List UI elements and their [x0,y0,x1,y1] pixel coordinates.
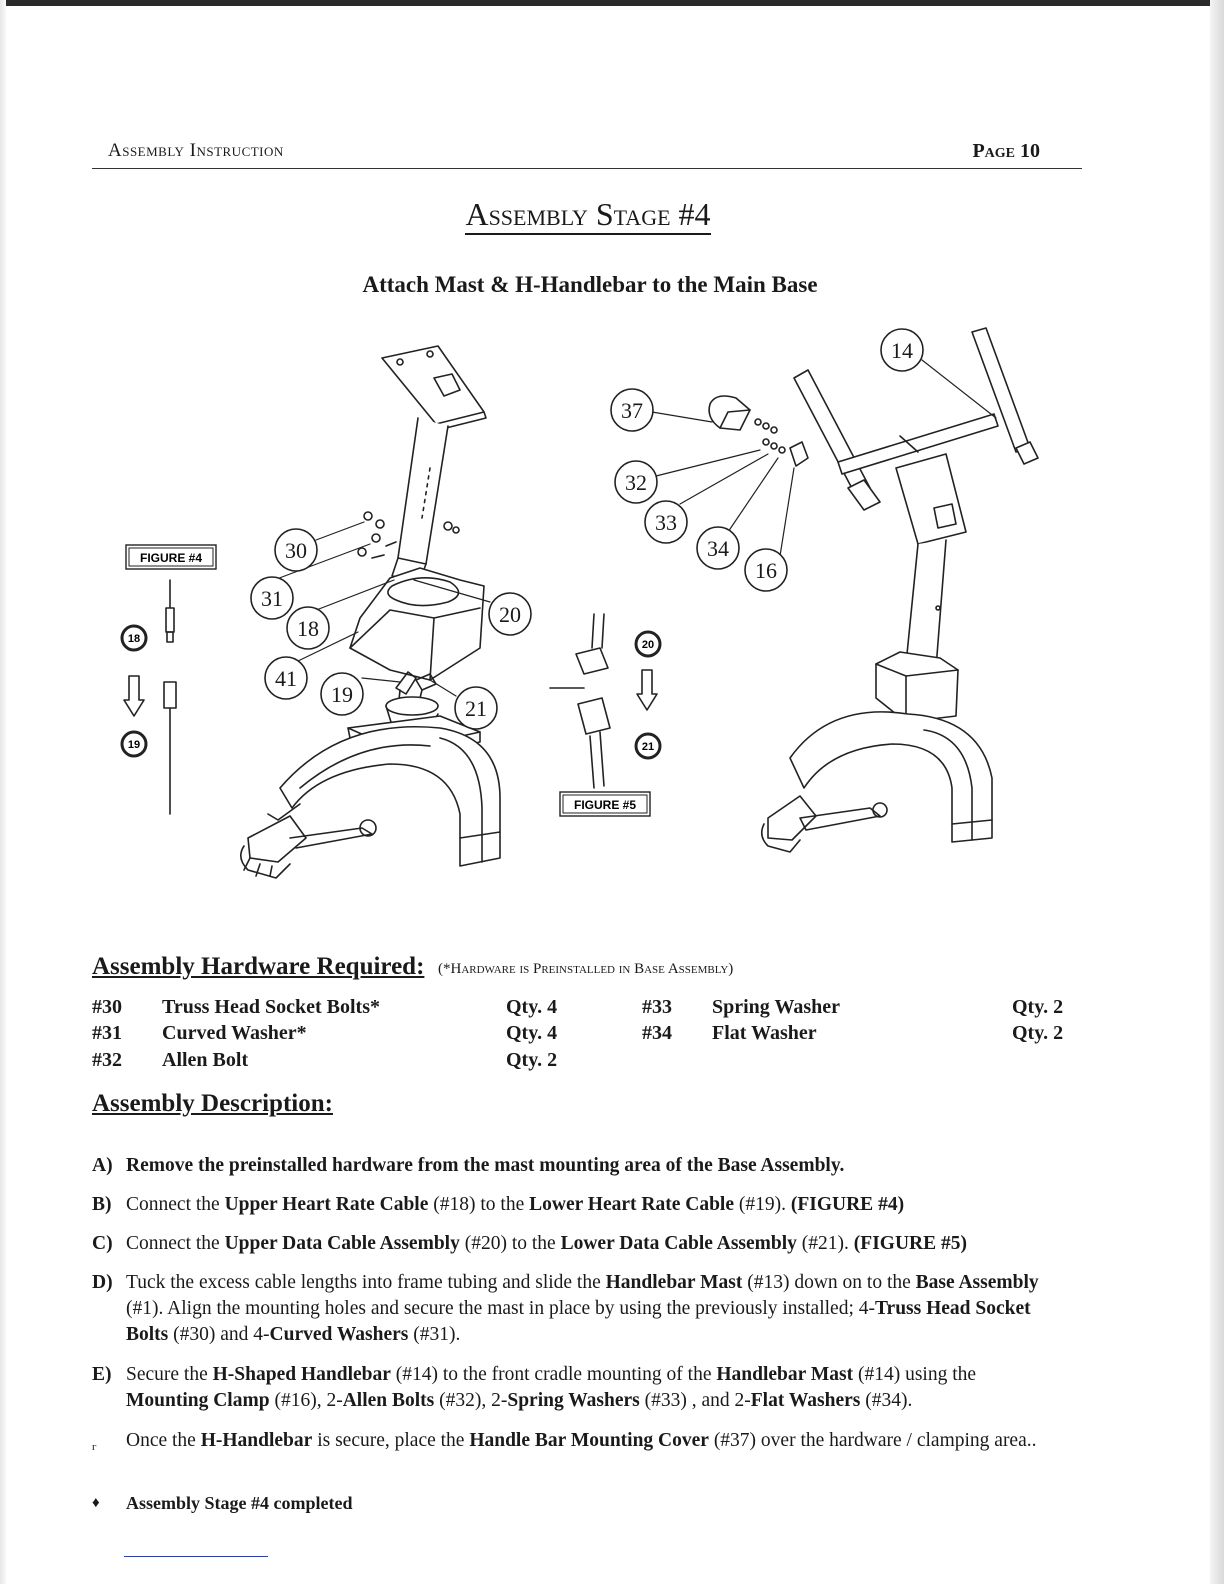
hardware-note: (*Hardware is Preinstalled in Base Assembly) [438,961,734,977]
diamond-bullet-icon: ♦ [92,1495,100,1511]
badge-18 [122,626,146,650]
svg-text:19: 19 [127,739,141,751]
callout-30 [275,529,317,571]
hardware-qty: Qty. 4 [506,996,558,1018]
scan-left-edge [0,0,6,1584]
hardware-name: Flat Washer [712,1022,817,1044]
description-section-title: Assembly Description: [92,1090,333,1117]
figure-5-label [560,792,650,816]
base-foot-left [241,816,376,878]
connect-arrow-figure-4 [124,676,144,716]
callout-34 [697,527,739,569]
hardware-name: Truss Head Socket Bolts* [162,996,380,1018]
step-marker: B) [92,1194,112,1215]
hardware-name: Spring Washer [712,996,840,1018]
connect-arrow-figure-5 [637,670,657,710]
callout-14 [881,329,923,371]
svg-text:FIGURE #5: FIGURE #5 [573,798,637,812]
step-text: Remove the preinstalled hardware from the mast mounting area of the Base Assembly. [126,1155,845,1176]
hardware-qty: Qty. 4 [506,1022,558,1044]
page-subtitle: Attach Mast & H-Handlebar to the Main Base [362,272,818,297]
callout-32 [615,461,657,503]
callout-19 [321,673,363,715]
figure-5-cables [550,614,610,788]
hardware-number: #31 [92,1022,122,1044]
svg-text:41: 41 [275,666,297,691]
step-marker: D) [92,1272,113,1293]
hardware-number: #33 [642,996,672,1018]
svg-text:16: 16 [755,558,777,583]
callout-41 [265,657,307,699]
svg-text:21: 21 [465,696,487,721]
step-marker: E) [92,1364,112,1385]
mast-cover [350,568,484,680]
header-section-title: Assembly Instruction [108,140,284,161]
hardware-qty: Qty. 2 [506,1049,558,1071]
callout-37 [611,389,653,431]
callout-33 [645,501,687,543]
svg-text:34: 34 [707,536,729,561]
hardware-number: #30 [92,996,122,1018]
badge-19 [122,732,146,756]
svg-text:18: 18 [297,616,319,641]
handlebar-mast-left [392,418,448,580]
svg-text:14: 14 [891,338,913,363]
svg-text:20: 20 [499,602,521,627]
step-marker: C) [92,1233,113,1254]
hardware-number: #32 [92,1049,122,1071]
badge-21 [636,734,660,758]
svg-text:19: 19 [331,682,353,707]
page-header [92,138,1082,169]
callout-16 [745,549,787,591]
callout-31 [251,577,293,619]
mast-cradle-right [896,454,966,544]
assembly-diagram [100,318,1080,918]
callout-20 [489,593,531,635]
svg-text:FIGURE #4: FIGURE #4 [139,551,203,565]
completion-text: Assembly Stage #4 completed [126,1493,353,1513]
clamp-hardware [755,419,808,466]
callout-21 [455,687,497,729]
hardware-section-title: Assembly Hardware Required: [92,953,425,980]
svg-text:32: 32 [625,470,647,495]
step-marker: A) [92,1155,113,1176]
svg-text:21: 21 [641,741,655,753]
svg-text:31: 31 [261,586,283,611]
figure-4-cables [164,580,176,814]
svg-text:33: 33 [655,510,677,535]
page-title-text: Assembly Stage #4 [465,196,710,235]
svg-text:37: 37 [621,398,643,423]
hardware-name: Curved Washer* [162,1022,307,1044]
hardware-name: Allen Bolt [162,1049,249,1071]
handlebar-mast-right [906,540,946,668]
step-marker: г [92,1441,97,1453]
mast-top-plate [382,346,486,430]
badge-20 [636,632,660,656]
figure-4-label [126,545,216,569]
svg-text:30: 30 [285,538,307,563]
base-foot-right [762,796,887,852]
svg-text:18: 18 [127,633,141,645]
hardware-qty: Qty. 2 [1012,1022,1064,1044]
footnote-rule [124,1556,268,1557]
header-page-number: Page 10 [972,140,1040,162]
hardware-qty: Qty. 2 [1012,996,1064,1018]
callout-18 [287,607,329,649]
handlebar-mounting-cover [709,396,750,430]
hardware-number: #34 [642,1022,672,1044]
page-title [0,196,1176,233]
svg-text:20: 20 [641,639,655,651]
scan-top-edge [0,0,1224,6]
main-base-right [790,652,992,842]
scan-right-edge [1210,0,1224,1584]
